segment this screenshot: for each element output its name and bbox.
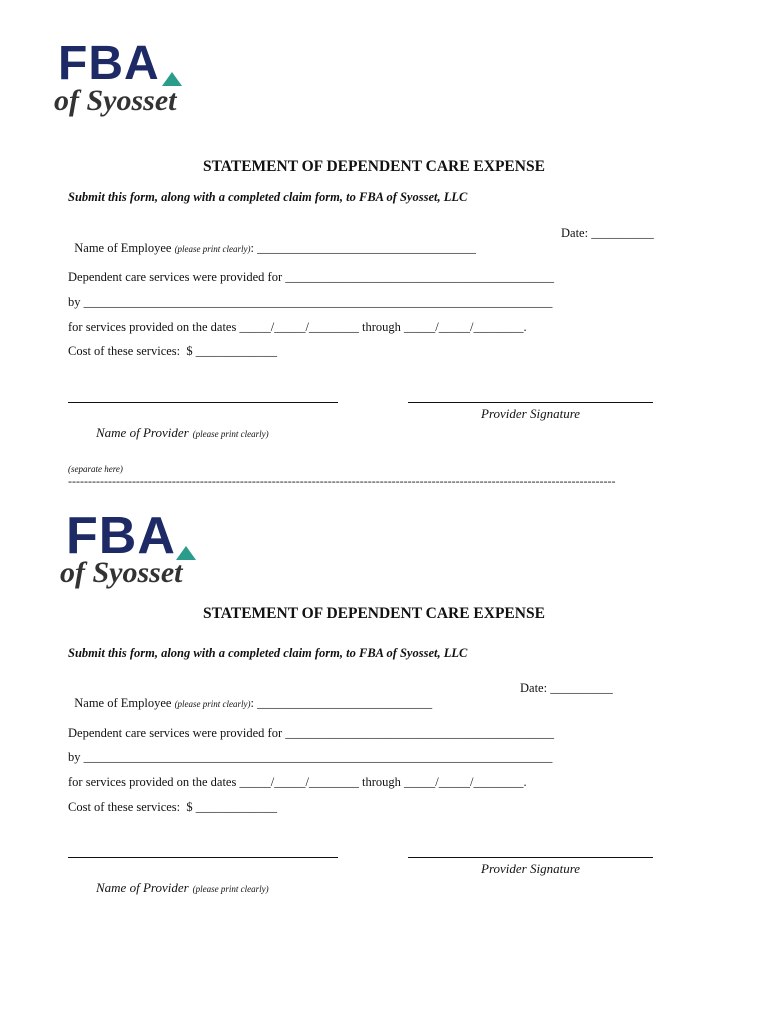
employee-note: (please print clearly) — [174, 699, 251, 709]
form2-provider-signature-label: Provider Signature — [481, 861, 581, 876]
logo-subtitle: of Syosset — [60, 556, 183, 589]
form1-by-field[interactable]: by ___________________________________________________________________________ — [68, 295, 553, 309]
provider-name-note: (please print clearly) — [192, 884, 269, 894]
form1-employee-row — [68, 226, 476, 256]
form1-title: STATEMENT OF DEPENDENT CARE EXPENSE — [203, 158, 545, 175]
form2-title: STATEMENT OF DEPENDENT CARE EXPENSE — [203, 605, 545, 622]
form1-provided-for-field[interactable]: Dependent care services were provided for ___________________________________________ — [68, 270, 555, 284]
form2-employee-row — [68, 681, 432, 711]
separator-label: (separate here) — [68, 464, 123, 474]
company-logo — [54, 37, 198, 122]
provider-name-label: Name of Provider — [96, 425, 189, 440]
form2-dates-field[interactable]: for services provided on the dates _____/_____/________ through _____/_____/________. — [68, 775, 527, 789]
separator-dashed-line: ----------------------------------------------------------------------------------------------------------------------------------------- — [68, 474, 616, 488]
logo-fba-text: FBA — [58, 37, 160, 90]
employee-label: Name of Employee — [74, 696, 172, 710]
form1-provider-name-line[interactable] — [68, 402, 338, 403]
logo-subtitle: of Syosset — [54, 84, 177, 117]
company-logo — [60, 507, 206, 592]
form1-dates-field[interactable]: for services provided on the dates _____/_____/________ through _____/_____/________. — [68, 320, 527, 334]
logo-fba-text: FBA — [66, 507, 176, 565]
form2-provider-name-line[interactable] — [68, 857, 338, 858]
employee-label: Name of Employee — [74, 241, 172, 255]
form1-instruction: Submit this form, along with a completed claim form, to FBA of Syosset, LLC — [68, 190, 468, 204]
provider-name-label: Name of Provider — [96, 880, 189, 895]
employee-name-field[interactable]: : ____________________________ — [250, 696, 433, 710]
form2-by-field[interactable]: by ___________________________________________________________________________ — [68, 750, 553, 764]
form2-instruction: Submit this form, along with a completed claim form, to FBA of Syosset, LLC — [68, 646, 468, 660]
employee-note: (please print clearly) — [174, 244, 251, 254]
form2-provider-name-caption — [88, 861, 269, 897]
form2-provider-signature-line[interactable] — [408, 857, 653, 858]
form2-provided-for-field[interactable]: Dependent care services were provided for ___________________________________________ — [68, 726, 555, 740]
form1-cost-field[interactable]: Cost of these services: $ _____________ — [68, 344, 278, 358]
form2-date-field[interactable]: Date: __________ — [520, 681, 613, 695]
form1-provider-signature-line[interactable] — [408, 402, 653, 403]
provider-name-note: (please print clearly) — [192, 429, 269, 439]
form2-cost-field[interactable]: Cost of these services: $ _____________ — [68, 800, 278, 814]
employee-name-field[interactable]: : ___________________________________ — [250, 241, 476, 255]
form1-date-field[interactable]: Date: __________ — [561, 226, 654, 240]
form1-provider-signature-label: Provider Signature — [481, 406, 581, 421]
form1-provider-name-caption — [88, 406, 269, 442]
